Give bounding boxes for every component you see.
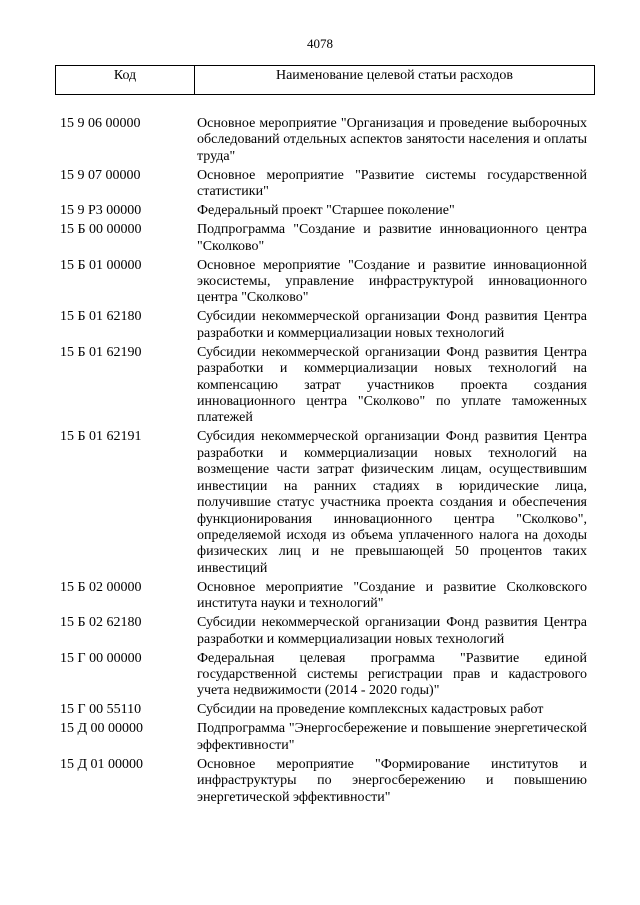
table-row xyxy=(60,116,595,165)
header-code: Код xyxy=(56,66,195,94)
row-code: 15 Б 01 62191 xyxy=(60,429,142,445)
row-code: 15 Б 01 62190 xyxy=(60,344,142,360)
table-row xyxy=(60,702,595,718)
table-row xyxy=(60,721,595,754)
row-name: Субсидии некоммерческой организации Фонд развития Центра разработки и коммерциализации новых технологий xyxy=(197,309,587,341)
row-code: 15 Б 00 00000 xyxy=(60,222,142,238)
row-code: 15 Г 00 55110 xyxy=(60,702,142,718)
row-name: Субсидии некоммерческой организации Фонд развития Центра разработки и коммерциализации новых технологий на компенсацию затрат участников проекта создания инновационного центра "Сколково" по уплате таможенных платежей xyxy=(197,344,587,426)
table-row xyxy=(60,258,595,307)
row-code: 15 9 06 00000 xyxy=(60,116,141,131)
table-row xyxy=(60,203,595,219)
row-code: 15 Д 01 00000 xyxy=(60,756,144,772)
row-name: Подпрограмма "Энергосбережение и повышение энергетической эффективности" xyxy=(197,721,587,753)
table-row xyxy=(60,345,595,427)
table-row xyxy=(60,222,595,255)
row-code: 15 Б 02 62180 xyxy=(60,615,142,631)
table-row xyxy=(60,615,595,648)
row-code: 15 9 P3 00000 xyxy=(60,203,142,219)
row-name: Субсидия некоммерческой организации Фонд развития Центра разработки и коммерциализации новых технологий на возмещение части затрат физическим лицам, осуществившим инвестиции на ранних стадиях в юридические лица, получившие статус участника проекта создания и обеспечения функционирования инновационного центра "Сколково", определяемой исходя из объема уплаченного налога на доходы физических лиц и не превышающей 50 процентов таких инвестиций xyxy=(197,429,587,576)
row-code: 15 Б 01 62180 xyxy=(60,309,142,325)
row-name: Федеральный проект "Старшее поколение" xyxy=(197,203,455,219)
row-name: Подпрограмма "Создание и развитие инновационного центра "Сколково" xyxy=(197,222,587,254)
table-header xyxy=(55,65,595,95)
row-name: Субсидии некоммерческой организации Фонд развития Центра разработки и коммерциализации новых технологий xyxy=(197,615,587,647)
row-code: 15 9 07 00000 xyxy=(60,167,141,183)
row-name: Основное мероприятие "Развитие системы государственной статистики" xyxy=(197,167,587,200)
page-number: 4078 xyxy=(307,36,333,51)
table-row xyxy=(60,429,595,577)
row-code: 15 Б 01 00000 xyxy=(60,257,142,273)
row-code: 15 Г 00 00000 xyxy=(60,650,142,666)
table-row xyxy=(60,651,595,700)
row-name: Основное мероприятие "Формирование институтов и инфраструктуры по энергосбережению и повышению энергетической эффективности" xyxy=(197,756,587,805)
table-row xyxy=(60,309,595,342)
row-name: Основное мероприятие "Создание и развитие инновационной экосистемы, управление инфраструктурой инновационного центра "Сколково" xyxy=(197,257,587,306)
row-name: Основное мероприятие "Создание и развитие Сколковского института науки и технологий" xyxy=(197,579,587,612)
table-row xyxy=(60,757,595,806)
table-row xyxy=(60,580,595,613)
row-name: Федеральная целевая программа "Развитие единой государственной системы регистрации прав и кадастрового учета недвижимости (2014 - 2020 годы)" xyxy=(197,650,587,699)
row-code: 15 Б 02 00000 xyxy=(60,579,142,595)
table-row xyxy=(60,168,595,201)
row-code: 15 Д 00 00000 xyxy=(60,721,144,737)
table-body xyxy=(60,116,595,809)
row-name: Субсидии на проведение комплексных кадастровых работ xyxy=(197,702,544,718)
header-name: Наименование целевой статьи расходов xyxy=(275,68,514,83)
row-name: Основное мероприятие "Организация и проведение выборочных обследований отдельных аспектов занятости населения и оплаты труда" xyxy=(197,116,587,164)
